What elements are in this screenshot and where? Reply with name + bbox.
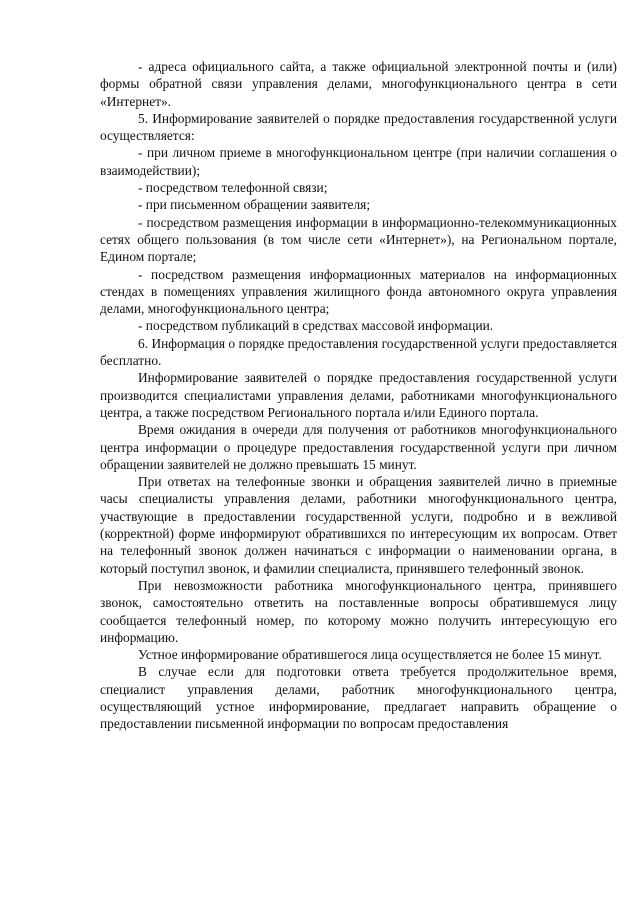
paragraph-oral-duration: Устное информирование обратившегося лица осуществляется не более 15 минут. xyxy=(138,647,602,663)
list-item-written-request: - при письменном обращении заявителя; xyxy=(138,197,371,213)
list-item-phone: - посредством телефонной связи; xyxy=(138,180,328,196)
list-item-mass-media: - посредством публикаций в средствах массовой информации. xyxy=(138,318,494,334)
paragraph-impossibility: При невозможности работника многофункционального центра, принявшего звонок, самостоятельно ответить на поставленные вопросы обратившемуся лицу сообщается телефонный номер, по которому можно получить интересующую его информацию. xyxy=(100,577,617,645)
paragraph-informing-who: Информирование заявителей о порядке предоставления государственной услуги производится специалистами управления делами, работниками многофункционального центра, а также посредством Регионального портала и/или Единого портала. xyxy=(100,370,617,420)
list-item-info-stands: - посредством размещения информационных материалов на информационных стендах в помещениях управления жилищного фонда автономного округа управления делами, многофункционального центра; xyxy=(100,266,617,317)
paragraph-item-6: 6. Информация о порядке предоставления государственной услуги предоставляется бесплатно. xyxy=(100,335,617,369)
list-item-personal-visit: - при личном приеме в многофункциональном центре (при наличии соглашения о взаимодействии); xyxy=(100,145,617,178)
paragraph-website-addresses: - адреса официального сайта, а также официальной электронной почты и (или) формы обратной связи управления делами, многофункционального центра в сети «Интернет». xyxy=(100,59,617,109)
paragraph-waiting-time: Время ожидания в очереди для получения от работников многофункционального центра информации о процедуре предоставления государственной услуги при личном обращении заявителей не должно превышать 15 минут. xyxy=(100,422,617,472)
paragraph-long-answer: В случае если для подготовки ответа требуется продолжительное время, специалист управления делами, работник многофункционального центра, осуществляющий устное информирование, предлагает направить обращение о предоставлении письменной информации по вопросам предоставления xyxy=(100,664,617,732)
paragraph-phone-answers: При ответах на телефонные звонки и обращения заявителей лично в приемные часы специалисты управления делами, работники многофункционального центра, участвующие в предоставлении государственной услуги, подробно и в вежливой (корректной) форме информируют обратившихся по интересующим их вопросам. Ответ на телефонный звонок должен начинаться с информации о наименовании органа, в который поступил звонок, и фамилии специалиста, принявшего телефонный звонок. xyxy=(100,474,617,576)
paragraph-item-5: 5. Информирование заявителей о порядке предоставления государственной услуги осуществляется: xyxy=(100,110,617,144)
list-item-internet: - посредством размещения информации в информационно-телекоммуникационных сетях общего пользования (в том числе сети «Интернет»), на Региональном портале, Едином портале; xyxy=(100,214,617,265)
document-page xyxy=(100,58,617,733)
